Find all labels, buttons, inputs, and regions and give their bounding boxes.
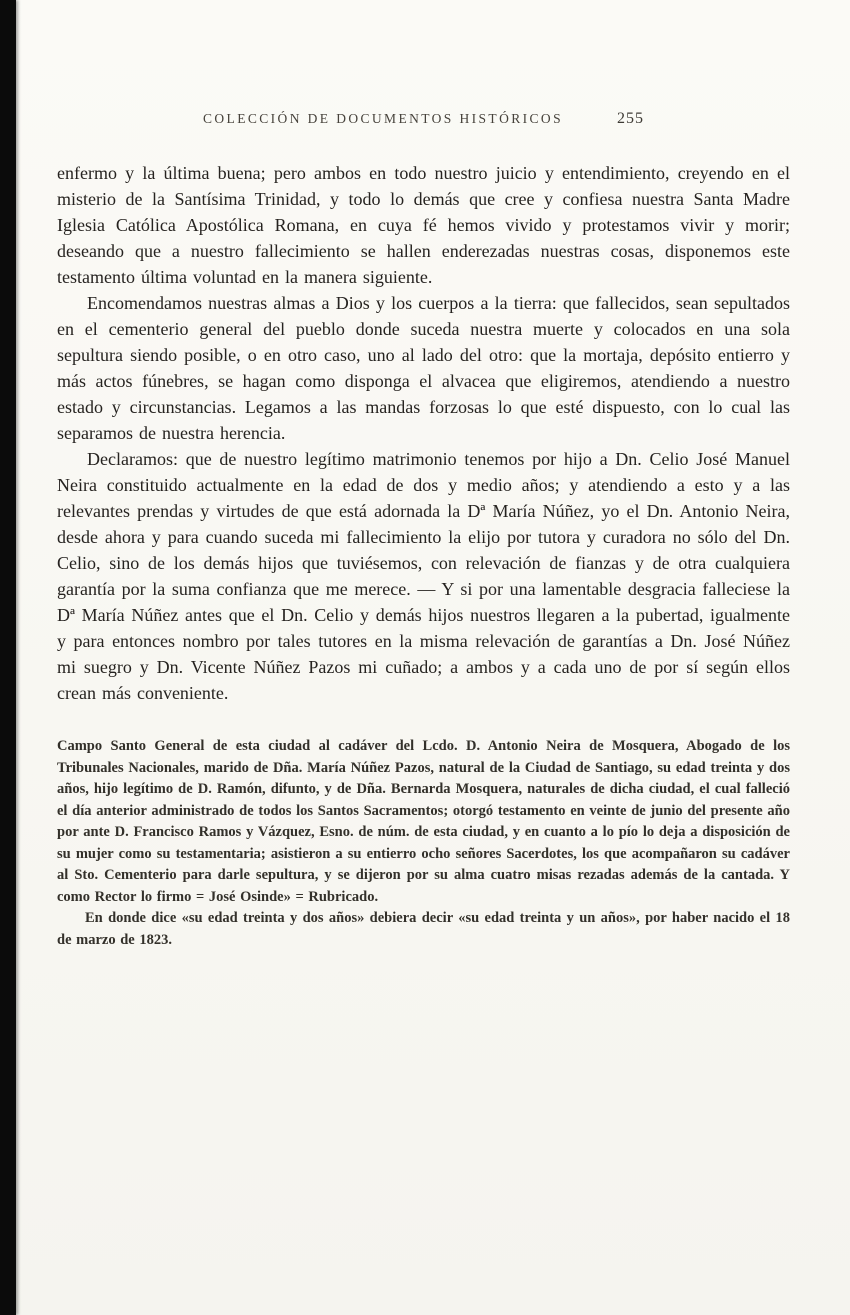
running-title: COLECCIÓN DE DOCUMENTOS HISTÓRICOS (203, 111, 563, 126)
page-number: 255 (617, 110, 644, 127)
body-text (57, 160, 790, 706)
footnote-paragraph-2: En donde dice «su edad treinta y dos años» debiera decir «su edad treinta y un años», por haber nacido el 18 de marzo de 1823. (57, 910, 790, 948)
footnote-paragraph-1: Campo Santo General de esta ciudad al cadáver del Lcdo. D. Antonio Neira de Mosquera, Abogado de los Tribunales Nacionales, marido de Dña. María Núñez Pazos, natural de la Ciudad de Santiago, su edad treinta y dos años, hijo legítimo de D. Ramón, difunto, y de Dña. Bernarda Mosquera, naturales de dicha ciudad, el cual falleció el día anterior administrado de todos los Santos Sacramentos; otorgó testamento en veinte de junio del presente año por ante D. Francisco Ramos y Vázquez, Esno. de núm. de esta ciudad, y en cuanto a lo pío lo deja a disposición de su mujer como su testamentaria; asistieron a su entierro ocho señores Sacerdotes, los que acompañaron su cadáver al Sto. Cementerio para darle sepultura, y se dijeron por su alma cuatro misas rezadas además de la cantada. Y como Rector lo firmo = José Osinde» = Rubricado. (57, 738, 790, 905)
scan-edge-artifact (0, 0, 16, 1315)
body-paragraph-1: enfermo y la última buena; pero ambos en todo nuestro juicio y entendimiento, creyendo en el misterio de la Santísima Trinidad, y todo lo demás que cree y confiesa nuestra Santa Madre Iglesia Católica Apostólica Romana, en cuya fé hemos vivido y protestamos vivir y morir; deseando que a nuestro fallecimiento se hallen enderezadas nuestras cosas, disponemos este testamento última voluntad en la manera siguiente. (57, 163, 790, 287)
page-content (57, 110, 790, 951)
footnote-block (57, 736, 790, 951)
body-paragraph-2: Encomendamos nuestras almas a Dios y los cuerpos a la tierra: que fallecidos, sean sepultados en el cementerio general del pueblo donde suceda nuestra muerte y colocados en una sola sepultura siendo posible, o en otro caso, uno al lado del otro: que la mortaja, depósito entierro y más actos fúnebres, se hagan como disponga el alvacea que eligiremos, atendiendo a nuestro estado y circunstancias. Legamos a las mandas forzosas lo que esté dispuesto, con lo cual las separamos de nuestra herencia. (57, 293, 790, 443)
body-paragraph-3: Declaramos: que de nuestro legítimo matrimonio tenemos por hijo a Dn. Celio José Manuel Neira constituido actualmente en la edad de dos y medio años; y atendiendo a esto y a las relevantes prendas y virtudes de que está adornada la Dª María Núñez, yo el Dn. Antonio Neira, desde ahora y para cuando suceda mi fallecimiento la elijo por tutora y curadora no sólo del Dn. Celio, sino de los demás hijos que tuviésemos, con relevación de fianzas y de otra cualquiera garantía por la suma confianza que me merece. — Y si por una lamentable desgracia falleciese la Dª María Núñez antes que el Dn. Celio y demás hijos nuestros llegaren a la pubertad, igualmente y para entonces nombro por tales tutores en la misma relevación de garantías a Dn. José Núñez mi suegro y Dn. Vicente Núñez Pazos mi cuñado; a ambos y a cada uno de por sí según ellos crean más conveniente. (57, 449, 790, 703)
running-header (57, 110, 790, 128)
